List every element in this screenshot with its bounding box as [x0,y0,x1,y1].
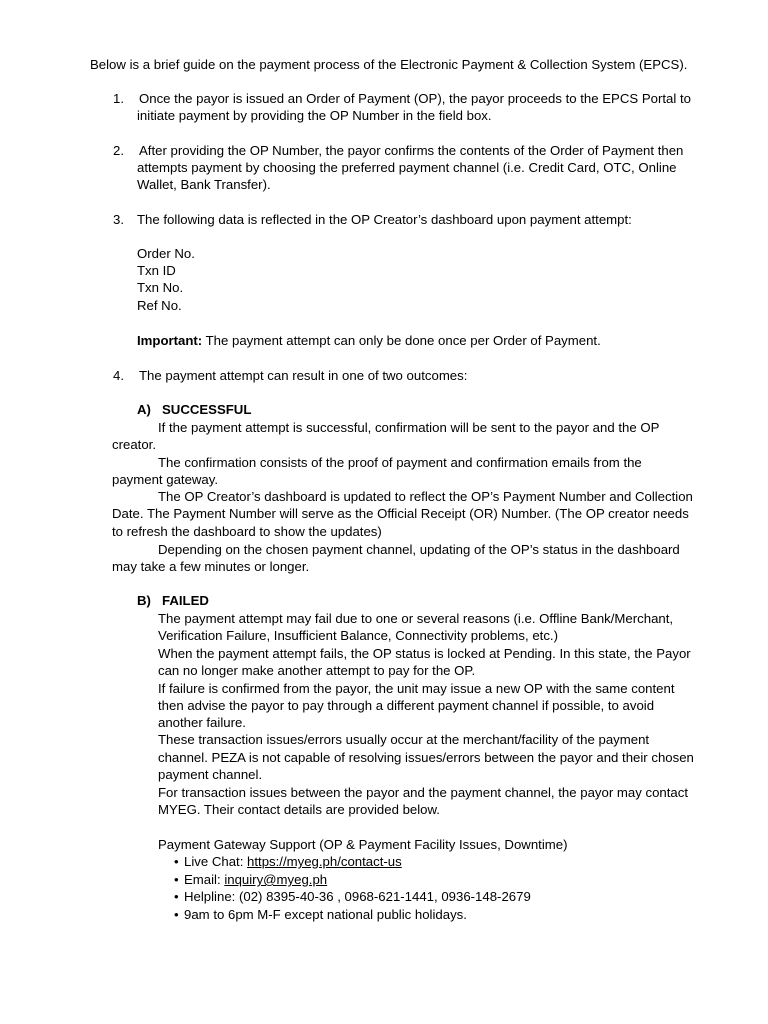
success-line: to refresh the dashboard to show the updates) [112,524,382,539]
important-text: The payment attempt can only be done once per Order of Payment. [202,333,601,348]
step-3-text: The following data is reflected in the OP Creator’s dashboard upon payment attempt: [137,212,632,227]
data-field-label: Ref No. [137,298,182,313]
failed-line: another failure. [158,715,246,730]
support-heading: Payment Gateway Support (OP & Payment Facility Issues, Downtime) [158,837,568,852]
failed-line: can no longer make another attempt to pay for the OP. [158,663,476,678]
data-field-label: Txn No. [137,280,184,295]
success-line: may take a few minutes or longer. [112,559,310,574]
failed-line: channel. PEZA is not capable of resolving issues/errors between the payor and their chosen [158,750,694,765]
step-1-number: 1. [113,91,124,106]
data-field-label: Order No. [137,246,195,261]
outcome-a-title: SUCCESSFUL [162,402,252,417]
live-chat-label: Live Chat: [184,854,248,869]
step-4-number: 4. [113,368,124,383]
success-line: Date. The Payment Number will serve as the Official Receipt (OR) Number. (The OP creator needs [112,506,689,521]
hours-item: • 9am to 6pm M-F except national public holidays. [174,906,467,923]
email-link[interactable]: inquiry@myeg.ph [224,872,328,887]
step-2-line: Wallet, Bank Transfer). [137,177,271,192]
step-2-line: After providing the OP Number, the payor confirms the contents of the Order of Payment then [139,143,684,158]
outcome-b-label: B) [137,593,151,608]
failed-line: Verification Failure, Insufficient Balance, Connectivity problems, etc.) [158,628,558,643]
email-item [174,871,327,888]
data-field-label: Txn ID [137,263,176,278]
important-note [137,332,601,349]
step-2-number: 2. [113,143,124,158]
success-line: payment gateway. [112,472,219,487]
success-line: If the payment attempt is successful, confirmation will be sent to the payor and the OP [158,420,660,435]
important-label: Important: [137,333,203,348]
failed-line: For transaction issues between the payor and the payment channel, the payor may contact [158,785,689,800]
step-1-line: initiate payment by providing the OP Number in the field box. [137,108,492,123]
step-2-line: attempts payment by choosing the preferred payment channel (i.e. Credit Card, OTC, Online [137,160,677,175]
step-4-text: The payment attempt can result in one of two outcomes: [139,368,468,383]
failed-line: When the payment attempt fails, the OP status is locked at Pending. In this state, the Payor [158,646,691,661]
failed-line: payment channel. [158,767,263,782]
success-line: The confirmation consists of the proof of payment and confirmation emails from the [158,455,642,470]
live-chat-link[interactable]: https://myeg.ph/contact-us [247,854,402,869]
failed-line: MYEG. Their contact details are provided below. [158,802,440,817]
success-line: The OP Creator’s dashboard is updated to reflect the OP’s Payment Number and Collection [158,489,693,504]
success-line: Depending on the chosen payment channel, updating of the OP’s status in the dashboard [158,542,680,557]
failed-line: then advise the payor to pay through a different payment channel if possible, to avoid [158,698,655,713]
email-label: Email: [184,872,225,887]
step-3-number: 3. [113,212,124,227]
failed-line: These transaction issues/errors usually occur at the merchant/facility of the payment [158,732,650,747]
outcome-a-label: A) [137,402,151,417]
outcome-b-title: FAILED [162,593,209,608]
intro-text: Below is a brief guide on the payment process of the Electronic Payment & Collection System (EPCS). [90,57,688,72]
step-1-line: Once the payor is issued an Order of Payment (OP), the payor proceeds to the EPCS Portal to [139,91,691,106]
failed-line: The payment attempt may fail due to one or several reasons (i.e. Offline Bank/Merchant, [158,611,674,626]
success-line: creator. [112,437,156,452]
live-chat-item [174,853,402,870]
helpline-item: • Helpline: (02) 8395-40-36 , 0968-621-1441, 0936-148-2679 [174,888,531,905]
failed-line: If failure is confirmed from the payor, the unit may issue a new OP with the same content [158,681,675,696]
